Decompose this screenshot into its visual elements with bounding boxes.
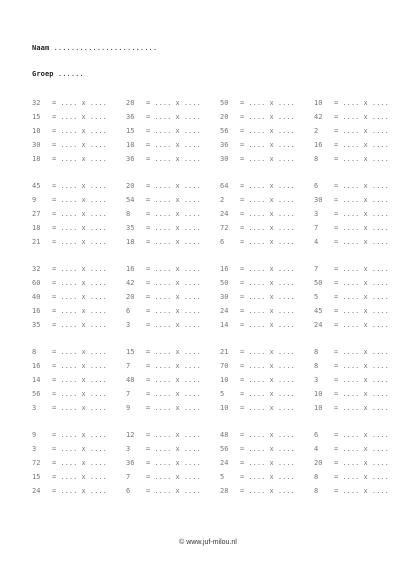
exercise-blanks: = .... x ....: [240, 196, 295, 204]
exercise-number: 7: [126, 362, 131, 370]
exercise-blanks: = .... x ....: [146, 307, 201, 315]
exercise-blanks: = .... x ....: [146, 265, 201, 273]
exercise-blanks: = .... x ....: [52, 141, 107, 149]
exercise-blanks: = .... x ....: [52, 99, 107, 107]
exercise-number: 45: [32, 182, 41, 190]
exercise-number: 14: [220, 321, 229, 329]
exercise-number: 10: [220, 404, 229, 412]
exercise-blanks: = .... x ....: [146, 127, 201, 135]
exercise-blanks: = .... x ....: [240, 473, 295, 481]
exercise-blanks: = .... x ....: [146, 99, 201, 107]
exercise-number: 8: [314, 473, 319, 481]
exercise-blanks: = .... x ....: [52, 196, 107, 204]
exercise-row: [0, 265, 416, 279]
exercise-row: [0, 127, 416, 141]
exercise-row: [0, 155, 416, 169]
exercise-number: 15: [32, 113, 41, 121]
exercise-blanks: = .... x ....: [240, 127, 295, 135]
exercise-blanks: = .... x ....: [52, 445, 107, 453]
exercise-number: 12: [126, 431, 135, 439]
exercise-blanks: = .... x ....: [52, 224, 107, 232]
exercise-blanks: = .... x ....: [52, 155, 107, 163]
exercise-row: [0, 182, 416, 196]
exercise-blanks: = .... x ....: [52, 321, 107, 329]
exercise-row: [0, 321, 416, 335]
exercise-number: 16: [220, 265, 229, 273]
exercise-number: 24: [220, 307, 229, 315]
exercise-blanks: = .... x ....: [146, 293, 201, 301]
exercise-row: [0, 390, 416, 404]
exercise-number: 9: [126, 404, 131, 412]
exercise-blanks: = .... x ....: [334, 487, 389, 495]
exercise-number: 3: [32, 445, 37, 453]
exercise-blanks: = .... x ....: [334, 445, 389, 453]
exercise-blanks: = .... x ....: [146, 224, 201, 232]
exercise-blanks: = .... x ....: [52, 279, 107, 287]
exercise-blanks: = .... x ....: [52, 376, 107, 384]
exercise-blanks: = .... x ....: [52, 238, 107, 246]
exercise-row: [0, 196, 416, 210]
exercise-blanks: = .... x ....: [146, 155, 201, 163]
exercise-blanks: = .... x ....: [240, 348, 295, 356]
exercise-row: [0, 487, 416, 501]
exercise-blanks: = .... x ....: [240, 224, 295, 232]
exercise-row: [0, 210, 416, 224]
name-line: [32, 44, 157, 52]
exercise-row: [0, 362, 416, 376]
exercise-blanks: = .... x ....: [146, 113, 201, 121]
name-label: Naam: [32, 44, 50, 52]
exercise-number: 10: [314, 99, 323, 107]
exercise-number: 6: [220, 238, 225, 246]
copyright-footer: © www.juf-milou.nl: [179, 539, 237, 546]
exercise-number: 8: [32, 348, 37, 356]
exercise-blanks: = .... x ....: [146, 431, 201, 439]
exercise-blanks: = .... x ....: [334, 307, 389, 315]
exercise-number: 7: [314, 224, 319, 232]
exercise-blanks: = .... x ....: [52, 459, 107, 467]
exercise-number: 3: [314, 210, 319, 218]
exercise-row: [0, 431, 416, 445]
exercise-row: [0, 459, 416, 473]
exercise-blanks: = .... x ....: [240, 487, 295, 495]
exercise-blanks: = .... x ....: [334, 390, 389, 398]
exercise-row: [0, 348, 416, 362]
exercise-blanks: = .... x ....: [146, 238, 201, 246]
exercise-row: [0, 279, 416, 293]
exercise-blanks: = .... x ....: [52, 293, 107, 301]
exercise-row: [0, 445, 416, 459]
exercise-blanks: = .... x ....: [334, 473, 389, 481]
exercise-number: 50: [314, 279, 323, 287]
exercise-number: 10: [314, 404, 323, 412]
exercise-blanks: = .... x ....: [240, 155, 295, 163]
exercise-number: 35: [32, 321, 41, 329]
exercise-blanks: = .... x ....: [240, 293, 295, 301]
exercise-blanks: = .... x ....: [334, 155, 389, 163]
exercise-blanks: = .... x ....: [334, 113, 389, 121]
exercise-number: 8: [314, 487, 319, 495]
exercise-blanks: = .... x ....: [334, 141, 389, 149]
exercise-number: 48: [220, 431, 229, 439]
exercise-number: 18: [126, 238, 135, 246]
exercise-blanks: = .... x ....: [52, 473, 107, 481]
exercise-blanks: = .... x ....: [240, 210, 295, 218]
exercise-number: 35: [126, 224, 135, 232]
exercise-number: 72: [32, 459, 41, 467]
exercise-blanks: = .... x ....: [52, 265, 107, 273]
exercise-blanks: = .... x ....: [146, 404, 201, 412]
exercise-blanks: = .... x ....: [334, 265, 389, 273]
exercise-number: 30: [314, 196, 323, 204]
exercise-blanks: = .... x ....: [146, 473, 201, 481]
exercise-blanks: = .... x ....: [240, 390, 295, 398]
exercise-row: [0, 404, 416, 418]
exercise-number: 3: [126, 445, 131, 453]
exercise-blanks: = .... x ....: [146, 321, 201, 329]
exercise-number: 16: [32, 362, 41, 370]
exercise-blanks: = .... x ....: [240, 362, 295, 370]
exercise-number: 28: [220, 487, 229, 495]
exercise-blanks: = .... x ....: [52, 348, 107, 356]
exercise-blanks: = .... x ....: [240, 182, 295, 190]
exercise-number: 36: [126, 459, 135, 467]
exercise-blanks: = .... x ....: [334, 362, 389, 370]
exercise-blanks: = .... x ....: [52, 182, 107, 190]
exercise-blanks: = .... x ....: [334, 321, 389, 329]
group-label: Groep: [32, 70, 54, 78]
exercise-blanks: = .... x ....: [146, 196, 201, 204]
exercise-blanks: = .... x ....: [52, 390, 107, 398]
exercise-number: 16: [314, 141, 323, 149]
exercise-blanks: = .... x ....: [146, 362, 201, 370]
exercise-number: 30: [32, 141, 41, 149]
exercise-number: 40: [32, 293, 41, 301]
exercise-blanks: = .... x ....: [334, 459, 389, 467]
exercise-blanks: = .... x ....: [240, 141, 295, 149]
exercise-blanks: = .... x ....: [240, 459, 295, 467]
exercise-blanks: = .... x ....: [334, 196, 389, 204]
exercise-number: 27: [32, 210, 41, 218]
group-dots: ......: [57, 70, 84, 78]
exercise-number: 7: [126, 390, 131, 398]
exercise-row: [0, 99, 416, 113]
exercise-number: 8: [126, 210, 131, 218]
exercise-blanks: = .... x ....: [146, 487, 201, 495]
exercise-blanks: = .... x ....: [146, 279, 201, 287]
exercise-blanks: = .... x ....: [52, 487, 107, 495]
exercise-number: 7: [314, 265, 319, 273]
exercise-number: 9: [32, 196, 37, 204]
exercise-blanks: = .... x ....: [334, 431, 389, 439]
exercise-blanks: = .... x ....: [146, 348, 201, 356]
exercise-blanks: = .... x ....: [334, 238, 389, 246]
exercise-number: 24: [32, 487, 41, 495]
exercise-number: 64: [220, 182, 229, 190]
exercise-number: 21: [220, 348, 229, 356]
exercise-blanks: = .... x ....: [52, 307, 107, 315]
name-dots: ........................: [53, 44, 158, 52]
exercise-row: [0, 473, 416, 487]
exercise-blanks: = .... x ....: [52, 404, 107, 412]
exercise-blanks: = .... x ....: [146, 390, 201, 398]
exercise-number: 3: [314, 376, 319, 384]
exercise-number: 24: [314, 321, 323, 329]
exercise-number: 30: [220, 155, 229, 163]
exercise-number: 24: [220, 459, 229, 467]
exercise-number: 72: [220, 224, 229, 232]
exercise-blanks: = .... x ....: [240, 307, 295, 315]
exercise-blanks: = .... x ....: [52, 210, 107, 218]
exercise-number: 10: [220, 376, 229, 384]
exercise-number: 18: [126, 141, 135, 149]
exercise-number: 50: [220, 99, 229, 107]
exercise-number: 5: [220, 390, 225, 398]
exercise-blanks: = .... x ....: [52, 127, 107, 135]
exercise-number: 4: [314, 445, 319, 453]
exercise-number: 36: [126, 113, 135, 121]
exercise-number: 6: [126, 487, 131, 495]
exercise-number: 6: [314, 431, 319, 439]
exercise-blanks: = .... x ....: [146, 182, 201, 190]
exercise-blanks: = .... x ....: [334, 99, 389, 107]
exercise-number: 56: [220, 127, 229, 135]
exercise-number: 18: [32, 224, 41, 232]
exercise-number: 42: [126, 279, 135, 287]
exercise-row: [0, 238, 416, 252]
exercise-blanks: = .... x ....: [334, 127, 389, 135]
exercise-number: 10: [314, 390, 323, 398]
exercise-blanks: = .... x ....: [146, 141, 201, 149]
exercise-number: 70: [220, 362, 229, 370]
exercise-blanks: = .... x ....: [146, 376, 201, 384]
exercise-number: 15: [32, 473, 41, 481]
exercise-blanks: = .... x ....: [240, 404, 295, 412]
exercise-number: 16: [126, 265, 135, 273]
exercise-number: 2: [314, 127, 319, 135]
exercise-number: 42: [314, 113, 323, 121]
exercise-blanks: = .... x ....: [52, 431, 107, 439]
exercise-row: [0, 307, 416, 321]
exercise-blanks: = .... x ....: [52, 113, 107, 121]
exercise-number: 20: [126, 182, 135, 190]
exercise-row: [0, 141, 416, 155]
exercise-row: [0, 224, 416, 238]
exercise-number: 8: [314, 348, 319, 356]
exercise-number: 6: [314, 182, 319, 190]
exercise-row: [0, 376, 416, 390]
exercise-number: 2: [220, 196, 225, 204]
exercise-row: [0, 113, 416, 127]
exercise-number: 36: [220, 141, 229, 149]
exercise-number: 18: [32, 155, 41, 163]
exercise-number: 36: [126, 155, 135, 163]
exercise-number: 5: [314, 293, 319, 301]
exercise-blanks: = .... x ....: [146, 445, 201, 453]
exercise-blanks: = .... x ....: [334, 293, 389, 301]
exercise-number: 32: [32, 265, 41, 273]
exercise-blanks: = .... x ....: [334, 210, 389, 218]
group-line: [32, 70, 84, 78]
exercise-number: 4: [314, 238, 319, 246]
exercise-number: 21: [32, 238, 41, 246]
exercise-number: 15: [126, 127, 135, 135]
exercise-blanks: = .... x ....: [240, 321, 295, 329]
exercise-blanks: = .... x ....: [334, 224, 389, 232]
exercise-blanks: = .... x ....: [240, 445, 295, 453]
exercise-number: 20: [220, 113, 229, 121]
exercise-number: 14: [32, 376, 41, 384]
exercise-blanks: = .... x ....: [240, 99, 295, 107]
exercise-number: 32: [32, 99, 41, 107]
exercise-blanks: = .... x ....: [240, 238, 295, 246]
exercise-blanks: = .... x ....: [146, 459, 201, 467]
exercise-number: 60: [32, 279, 41, 287]
exercise-blanks: = .... x ....: [334, 376, 389, 384]
exercise-blanks: = .... x ....: [334, 348, 389, 356]
exercise-number: 9: [32, 431, 37, 439]
exercise-number: 3: [126, 321, 131, 329]
exercise-number: 6: [126, 307, 131, 315]
exercise-number: 18: [32, 127, 41, 135]
exercise-number: 56: [32, 390, 41, 398]
exercise-blanks: = .... x ....: [52, 362, 107, 370]
exercise-number: 20: [314, 459, 323, 467]
exercise-blanks: = .... x ....: [240, 113, 295, 121]
exercise-number: 20: [126, 293, 135, 301]
exercise-blanks: = .... x ....: [334, 182, 389, 190]
exercise-blanks: = .... x ....: [334, 279, 389, 287]
exercise-blanks: = .... x ....: [334, 404, 389, 412]
exercise-number: 45: [314, 307, 323, 315]
exercise-number: 8: [314, 362, 319, 370]
exercise-blanks: = .... x ....: [240, 376, 295, 384]
exercise-blanks: = .... x ....: [240, 279, 295, 287]
exercise-number: 3: [32, 404, 37, 412]
exercise-number: 50: [220, 279, 229, 287]
exercise-number: 28: [126, 99, 135, 107]
exercise-blanks: = .... x ....: [240, 265, 295, 273]
exercise-number: 16: [32, 307, 41, 315]
exercise-row: [0, 293, 416, 307]
exercise-blanks: = .... x ....: [240, 431, 295, 439]
exercise-number: 5: [220, 473, 225, 481]
exercise-number: 48: [126, 376, 135, 384]
exercise-number: 24: [220, 210, 229, 218]
exercise-number: 54: [126, 196, 135, 204]
exercise-number: 8: [314, 155, 319, 163]
exercise-number: 7: [126, 473, 131, 481]
exercise-number: 15: [126, 348, 135, 356]
exercise-blanks: = .... x ....: [146, 210, 201, 218]
exercise-number: 56: [220, 445, 229, 453]
exercise-number: 30: [220, 293, 229, 301]
